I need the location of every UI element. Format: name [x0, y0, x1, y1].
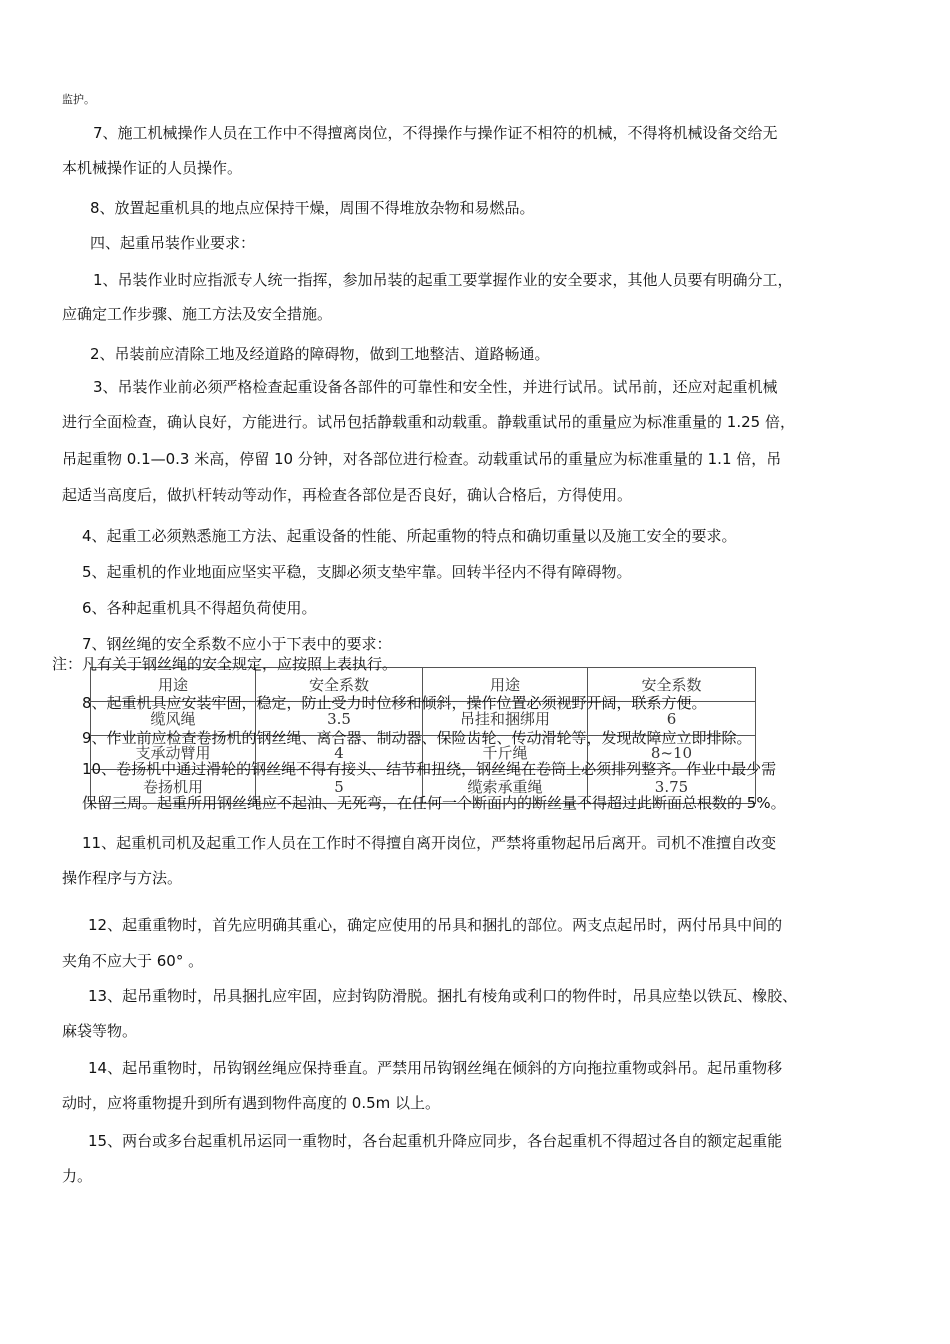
- text-line: 3、吊装作业前必须严格检查起重设备各部件的可靠性和安全性，并进行试吊。试吊前，还应对起重机械: [93, 378, 778, 396]
- table-header-cell: 安全系数: [588, 668, 756, 702]
- table-row: [91, 702, 756, 736]
- text-line: 四、起重吊装作业要求：: [90, 234, 256, 252]
- text-line: 6、各种起重机具不得超负荷使用。: [82, 599, 317, 617]
- text-line: 7、施工机械操作人员在工作中不得擅离岗位，不得操作与操作证不相符的机械，不得将机械设备交给无: [93, 124, 778, 142]
- text-line: 1、吊装作业时应指派专人统一指挥，参加吊装的起重工要掌握作业的安全要求，其他人员要有明确分工，: [93, 271, 793, 289]
- table-header-cell: 安全系数: [256, 668, 423, 702]
- text-line: 11、起重机司机及起重工作人员在工作时不得擅自离开岗位，严禁将重物起吊后离开。司机不准擅自改变: [82, 834, 777, 852]
- text-line: 8、起重机具应安装牢固，稳定，防止受力时位移和倾斜，操作位置必须视野开阔，联系方便。: [82, 694, 707, 712]
- text-line: 2、吊装前应清除工地及经道路的障碍物，做到工地整洁、道路畅通。: [90, 345, 550, 363]
- table-cell: 3.75: [588, 770, 756, 804]
- table-row: [91, 736, 756, 770]
- table-cell: 缆索承重绳: [423, 770, 588, 804]
- text-line: 10、卷扬机中通过滑轮的钢丝绳不得有接头、结节和扭绕，钢丝绳在卷筒上必须排列整齐。作业中最少需: [82, 760, 777, 778]
- text-line: 8、放置起重机具的地点应保持干燥，周围不得堆放杂物和易燃品。: [90, 199, 535, 217]
- table-cell: 千斤绳: [423, 736, 588, 770]
- table-cell: 6: [588, 702, 756, 736]
- table-row: [91, 770, 756, 804]
- table-header-cell: 用途: [91, 668, 256, 702]
- rope-safety-table: [90, 667, 756, 804]
- text-line: 应确定工作步骤、施工方法及安全措施。: [62, 305, 333, 323]
- table-cell: 缆风绳: [91, 702, 256, 736]
- text-line: 本机械操作证的人员操作。: [62, 159, 243, 177]
- table-cell: 支承动臂用: [91, 736, 256, 770]
- table-cell: 卷扬机用: [91, 770, 256, 804]
- table-header-cell: 用途: [423, 668, 588, 702]
- text-line: 保留三周。起重所用钢丝绳应不起油、无死弯，在任何一个断面内的断丝量不得超过此断面总根数的 5%。: [82, 794, 786, 812]
- text-line: 4、起重工必须熟悉施工方法、起重设备的性能、所起重物的特点和确切重量以及施工安全的要求。: [82, 527, 737, 545]
- text-line: 12、起重重物时，首先应明确其重心，确定应使用的吊具和捆扎的部位。两支点起吊时，两付吊具中间的: [88, 916, 783, 934]
- text-line: 动时，应将重物提升到所有遇到物件高度的 0.5m 以上。: [62, 1094, 441, 1112]
- text-line: 7、钢丝绳的安全系数不应小于下表中的要求：: [82, 635, 392, 653]
- table-cell: 5: [256, 770, 423, 804]
- table-cell: 8~10: [588, 736, 756, 770]
- text-line: 14、起吊重物时，吊钩钢丝绳应保持垂直。严禁用吊钩钢丝绳在倾斜的方向拖拉重物或斜吊。起吊重物移: [88, 1059, 783, 1077]
- text-line: 麻袋等物。: [62, 1022, 138, 1040]
- table-cell: 吊挂和捆绑用: [423, 702, 588, 736]
- text-line: 起适当高度后，做扒杆转动等动作，再检查各部位是否良好，确认合格后，方得使用。: [62, 486, 633, 504]
- text-line: 13、起吊重物时，吊具捆扎应牢固，应封钩防滑脱。捆扎有棱角或利口的物件时，吊具应垫以铁瓦、橡胶、: [88, 987, 798, 1005]
- text-line: 吊起重物 0.1—0.3 米高，停留 10 分钟，对各部位进行检查。动载重试吊的重量应为标准重量的 1.1 倍，吊: [62, 450, 782, 468]
- text-line: 监护。: [62, 93, 95, 106]
- text-line: 进行全面检查，确认良好，方能进行。试吊包括静载重和动载重。静载重试吊的重量应为标准重量的 1.25 倍，: [62, 413, 795, 431]
- table-cell: 3.5: [256, 702, 423, 736]
- table-header-row: [91, 668, 756, 702]
- text-line: 15、两台或多台起重机吊运同一重物时，各台起重机升降应同步，各台起重机不得超过各自的额定起重能: [88, 1132, 783, 1150]
- text-line: 力。: [62, 1167, 93, 1185]
- table-cell: 4: [256, 736, 423, 770]
- text-line: 操作程序与方法。: [62, 869, 183, 887]
- text-line: 夹角不应大于 60° 。: [62, 952, 204, 970]
- text-line: 5、起重机的作业地面应坚实平稳，支脚必须支垫牢靠。回转半径内不得有障碍物。: [82, 563, 632, 581]
- text-line: 注：凡有关于钢丝绳的安全规定，应按照上表执行。: [52, 655, 398, 673]
- text-line: 9、作业前应检查卷扬机的钢丝绳、离合器、制动器、保险齿轮、传动滑轮等，发现故障应立即排除。: [82, 729, 752, 747]
